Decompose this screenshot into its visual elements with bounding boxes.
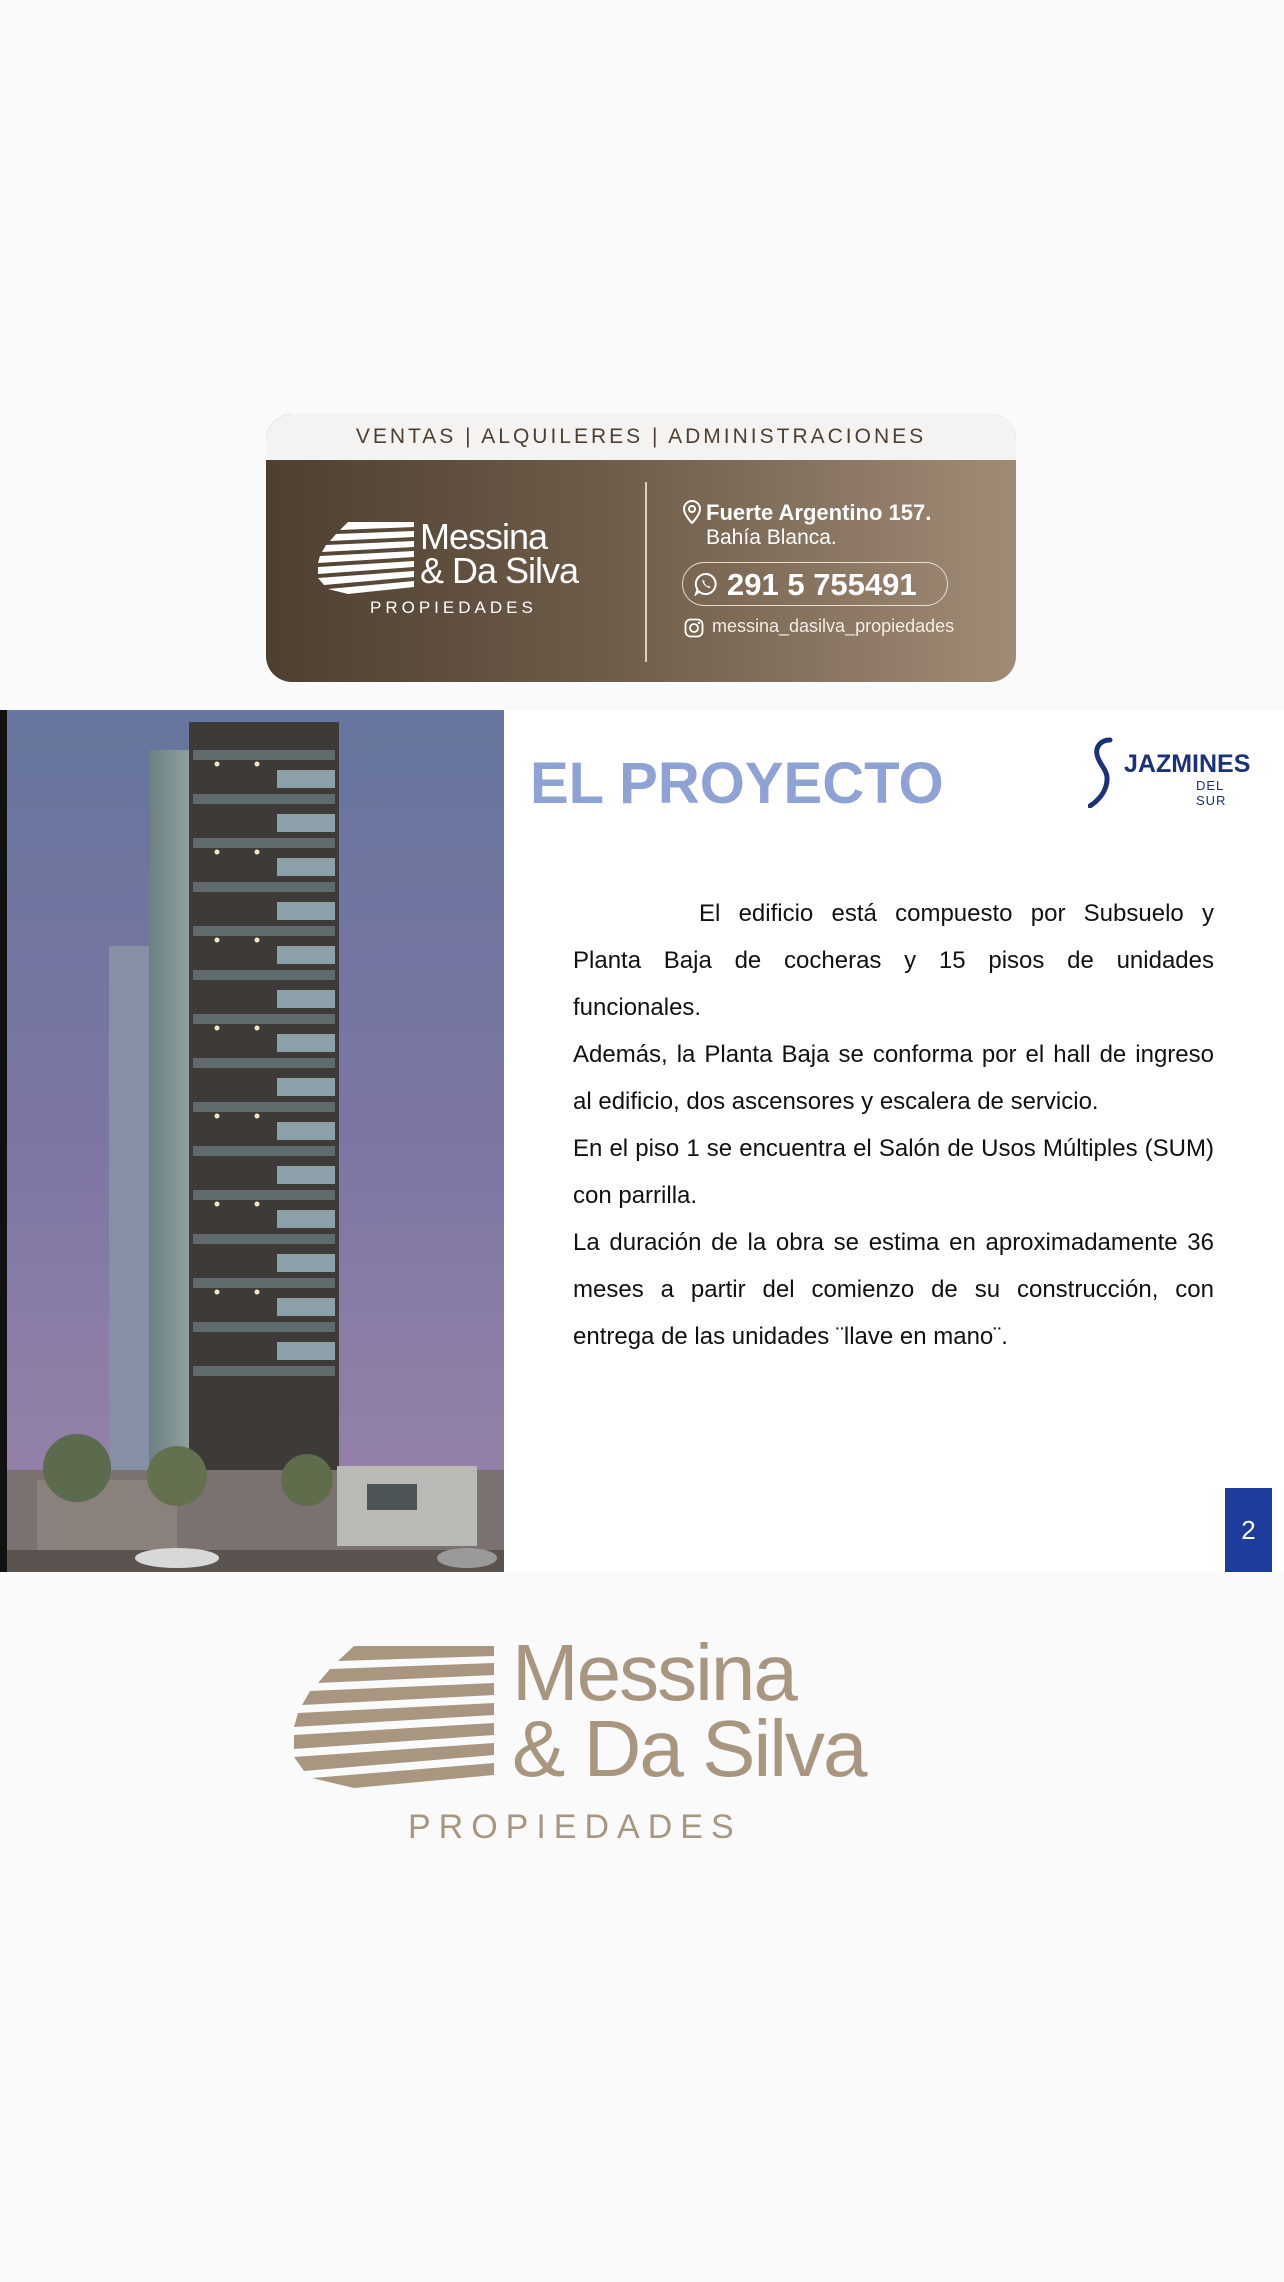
contact-banner — [266, 414, 1016, 682]
jazmines-logo — [1088, 736, 1258, 812]
jazmines-sub: DEL SUR — [1196, 778, 1227, 808]
logo-stripes-icon — [318, 522, 414, 594]
building-render-image — [7, 710, 504, 1572]
phone-pill[interactable] — [682, 562, 948, 606]
brand-name-line1: Messina — [420, 516, 548, 557]
instagram-icon — [684, 618, 704, 638]
page-title: EL PROYECTO — [530, 751, 944, 816]
project-panel — [0, 710, 1284, 1572]
footer-brand-line1: Messina — [512, 1628, 796, 1717]
jazmines-s-icon — [1088, 736, 1116, 808]
jazmines-name: JAZMINES — [1124, 750, 1251, 778]
paragraph-4: La duración de la obra se estima en aproximadamente 36 meses a partir del comienzo de su construcción, con entrega de las unidades ¨llave en mano¨. — [573, 1229, 1214, 1350]
footer-brand-logo — [294, 1628, 914, 1846]
instagram-handle[interactable]: messina_dasilva_propiedades — [712, 616, 955, 636]
project-description — [573, 890, 1214, 1360]
whatsapp-icon — [694, 572, 718, 596]
phone-number: 291 5 755491 — [727, 567, 917, 602]
banner-divider — [645, 482, 647, 662]
address-city: Bahía Blanca. — [706, 526, 837, 549]
footer-brand-line3: PROPIEDADES — [408, 1808, 742, 1846]
left-edge-bar — [0, 710, 7, 1572]
page-number-badge: 2 — [1225, 1488, 1272, 1572]
location-pin-icon — [682, 500, 702, 524]
banner-tagline: VENTAS | ALQUILERES | ADMINISTRACIONES — [266, 414, 1016, 460]
brand-name-line2: & Da Silva — [420, 550, 579, 591]
address-street: Fuerte Argentino 157. — [706, 500, 932, 525]
brand-logo-white — [318, 518, 618, 628]
paragraph-3: En el piso 1 se encuentra el Salón de Usos Múltiples (SUM) con parrilla. — [573, 1135, 1214, 1209]
brand-name-line3: PROPIEDADES — [370, 598, 537, 617]
paragraph-2: Además, la Planta Baja se conforma por el hall de ingreso al edificio, dos ascensores y escalera de servicio. — [573, 1041, 1214, 1115]
paragraph-1: El edificio está compuesto por Subsuelo y Planta Baja de cocheras y 15 pisos de unidades funcionales. — [573, 900, 1214, 1021]
logo-stripes-icon — [294, 1646, 494, 1788]
footer-brand-line2: & Da Silva — [512, 1704, 866, 1793]
banner-body — [266, 460, 1016, 682]
